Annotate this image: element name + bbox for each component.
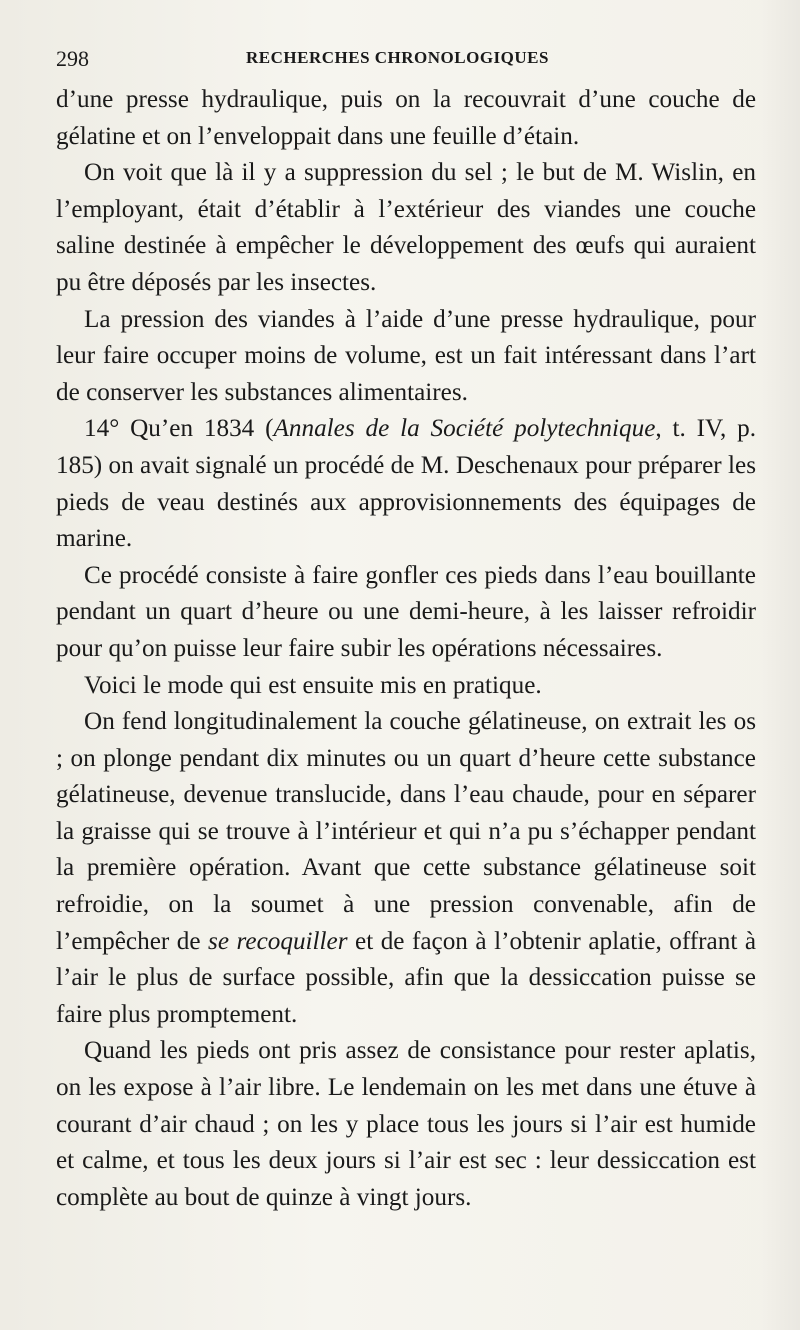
paragraph-4 [56, 411, 756, 557]
paragraph-4-citation: Annales de la Société polytechnique [273, 415, 656, 443]
page-edge-shadow [760, 0, 800, 1330]
paragraph-2: On voit que là il y a suppression du sel ; le but de M. Wislin, en l’employant, était d’établir à l’extérieur des viandes une couche saline destinée à empêcher le développement des œufs qui auraient pu être déposés par les insectes. [56, 159, 756, 296]
paragraph-1: d’une presse hydraulique, puis on la recouvrait d’une couche de gélatine et on l’enveloppait dans une feuille d’étain. [56, 86, 756, 150]
body-text [56, 82, 756, 1216]
paragraph-7 [56, 704, 756, 1033]
running-head [56, 42, 756, 82]
paragraph-3: La pression des viandes à l’aide d’une presse hydraulique, pour leur faire occuper moins de volume, est un fait intéressant dans l’art de conserver les substances alimentaires. [56, 305, 756, 406]
running-title: RECHERCHES CHRONOLOGIQUES [246, 48, 549, 67]
page-number: 298 [56, 46, 89, 71]
paragraph-8: Quand les pieds ont pris assez de consistance pour rester aplatis, on les expose à l’air libre. Le lendemain on les met dans une étuve à courant d’air chaud ; on les y place tous les jours si l’air est humide et calme, et tous les deux jours si l’air est sec : leur dessiccation est complète au bout de quinze à vingt jours. [56, 1037, 756, 1211]
paragraph-6: Voici le mode qui est ensuite mis en pratique. [84, 671, 542, 699]
paragraph-4-before: 14° Qu’en 1834 ( [84, 415, 274, 443]
paragraph-5: Ce procédé consiste à faire gonfler ces pieds dans l’eau bouillante pendant un quart d’heure ou une demi-heure, à les laisser refroidir pour qu’on puisse leur faire subir les opérations nécessaires. [56, 561, 756, 662]
paragraph-7-after: et de façon à l’obtenir aplatie, offrant à l’air le plus de surface possible, afin que la dessiccation puisse se faire plus promptement. [56, 927, 756, 1028]
paragraph-4-after: , t. IV, p. 185) on avait signalé un procédé de M. Deschenaux pour préparer les pieds de veau destinés aux approvisionnements des équipages de marine. [56, 415, 757, 553]
paragraph-7-italic: se recoquiller [208, 927, 348, 955]
paragraph-7-before: On fend longitudinalement la couche gélatineuse, on extrait les os ; on plonge pendant dix minutes ou un quart d’heure cette substance gélatineuse, devenue translucide, dans l’eau chaude, pour en séparer la graisse qui se trouve à l’intérieur et qui n’a pu s’échapper pendant la première opération. Avant que cette substance gélatineuse soit refroidie, on la soumet à une pression convenable, afin de l’empêcher de [56, 708, 756, 955]
